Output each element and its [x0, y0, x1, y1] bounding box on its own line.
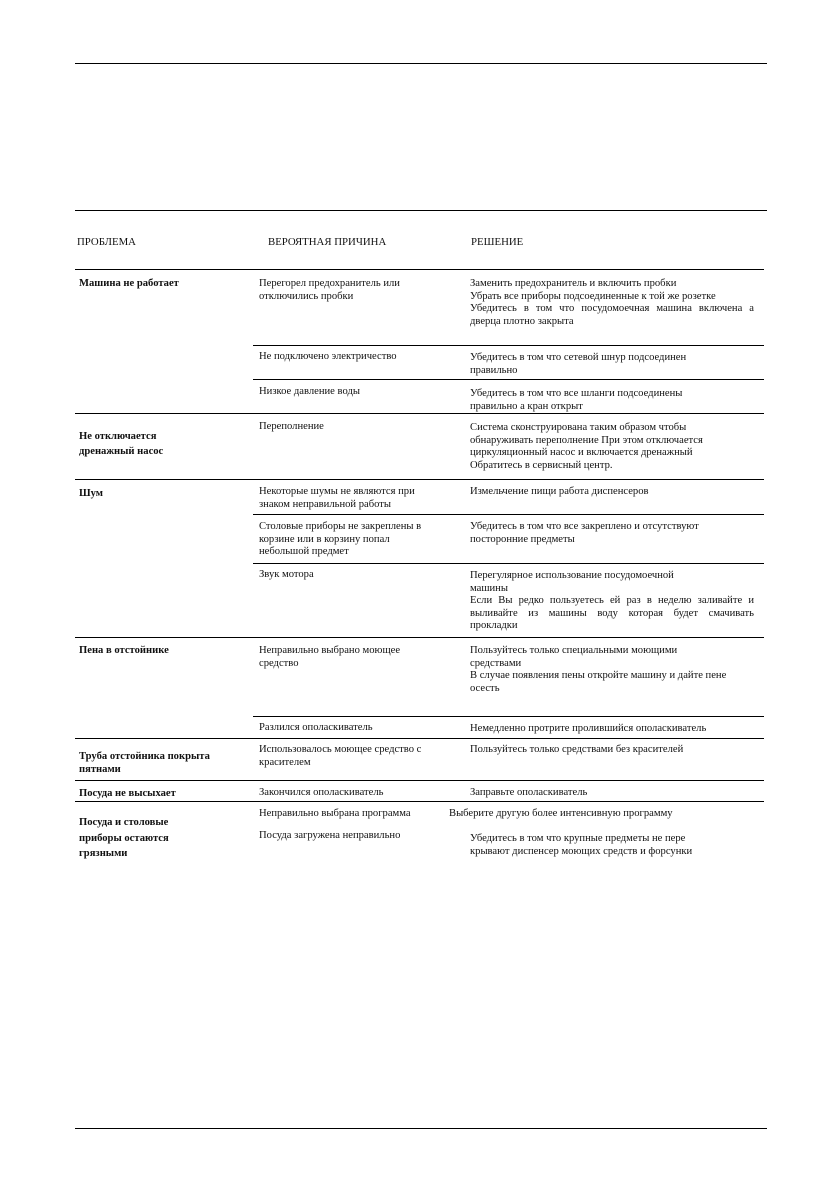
- top-rule: [75, 63, 767, 64]
- solution-text: Заменить предохранитель и включить пробки Убрать все приборы подсоединенные к той же розетке Убедитесь в том что посудомоечная машина включена а дверца плотно закрыта: [470, 278, 754, 327]
- solution-text: Убедитесь в том что все шланги подсоединены правильно а кран открыт: [470, 388, 683, 412]
- row-divider: [75, 637, 764, 638]
- header-divider: [75, 269, 764, 270]
- solution-text: Заправьте ополаскиватель: [470, 787, 588, 798]
- solution-text: Выберите другую более интенсивную программу: [449, 808, 673, 819]
- cause-text: Столовые приборы не закреплены в корзине или в корзину попал небольшой предмет: [259, 521, 422, 558]
- solution-text: Пользуйтесь только специальными моющими средствами В случае появления пены откройте машину и дайте пене осесть: [470, 645, 727, 694]
- row-divider: [75, 780, 764, 781]
- row-divider: [75, 801, 764, 802]
- problem-label: Не отключается дренажный насос: [79, 431, 164, 457]
- row-divider: [253, 563, 764, 564]
- problem-label: Труба отстойника покрыта пятнами: [79, 751, 210, 775]
- solution-text: Немедленно протрите пролившийся ополаскиватель: [470, 723, 707, 734]
- cause-text: Неправильно выбрана программа: [259, 808, 411, 819]
- problem-label: Шум: [79, 488, 104, 499]
- row-divider: [253, 345, 764, 346]
- cause-text: Разлился ополаскиватель: [259, 722, 373, 733]
- problem-label: Посуда не высыхает: [79, 788, 176, 799]
- problem-label: Пена в отстойнике: [79, 645, 169, 656]
- problem-label: Машина не работает: [79, 278, 179, 289]
- bottom-rule: [75, 1128, 767, 1129]
- row-divider: [253, 716, 764, 717]
- header-cause: ВЕРОЯТНАЯ ПРИЧИНА: [268, 236, 387, 248]
- solution-text: Убедитесь в том что крупные предметы не пере крывают диспенсер моющих средств и форсунки: [470, 833, 693, 857]
- table-top-rule: [75, 210, 767, 211]
- solution-text: Перегулярное использование посудомоечной машины Если Вы редко пользуетесь ей раз в неделю заливайте и выливайте из машины воду которая будет смачивать прокладки: [470, 570, 754, 632]
- row-divider: [253, 379, 764, 380]
- cause-text: Не подключено электричество: [259, 351, 397, 362]
- solution-text: Убедитесь в том что все закреплено и отсутствуют посторонние предметы: [470, 521, 699, 545]
- cause-text: Использовалось моющее средство с красителем: [259, 744, 422, 768]
- solution-text: Измельчение пищи работа диспенсеров: [470, 486, 649, 497]
- row-divider: [75, 479, 764, 480]
- row-divider: [75, 413, 764, 414]
- cause-text: Перегорел предохранитель или отключились пробки: [259, 278, 400, 302]
- header-problem: ПРОБЛЕМА: [77, 236, 136, 248]
- cause-text: Звук мотора: [259, 569, 314, 580]
- solution-text: Убедитесь в том что сетевой шнур подсоединен правильно: [470, 352, 687, 376]
- cause-text: Закончился ополаскиватель: [259, 787, 384, 798]
- cause-text: Некоторые шумы не являются при знаком неправильной работы: [259, 486, 415, 510]
- row-divider: [75, 738, 764, 739]
- solution-text: Пользуйтесь только средствами без красителей: [470, 744, 684, 755]
- problem-label: Посуда и столовые приборы остаются грязными: [79, 817, 169, 859]
- cause-text: Низкое давление воды: [259, 386, 360, 397]
- row-divider: [253, 514, 764, 515]
- solution-text: Система сконструирована таким образом чтобы обнаруживать переполнение При этом отключается циркуляционный насос и включается дренажный Обратитесь в сервисный центр.: [470, 422, 703, 471]
- header-solution: РЕШЕНИЕ: [471, 236, 524, 248]
- cause-text: Переполнение: [259, 421, 324, 432]
- cause-text: Посуда загружена неправильно: [259, 830, 401, 841]
- cause-text: Неправильно выбрано моющее средство: [259, 645, 401, 669]
